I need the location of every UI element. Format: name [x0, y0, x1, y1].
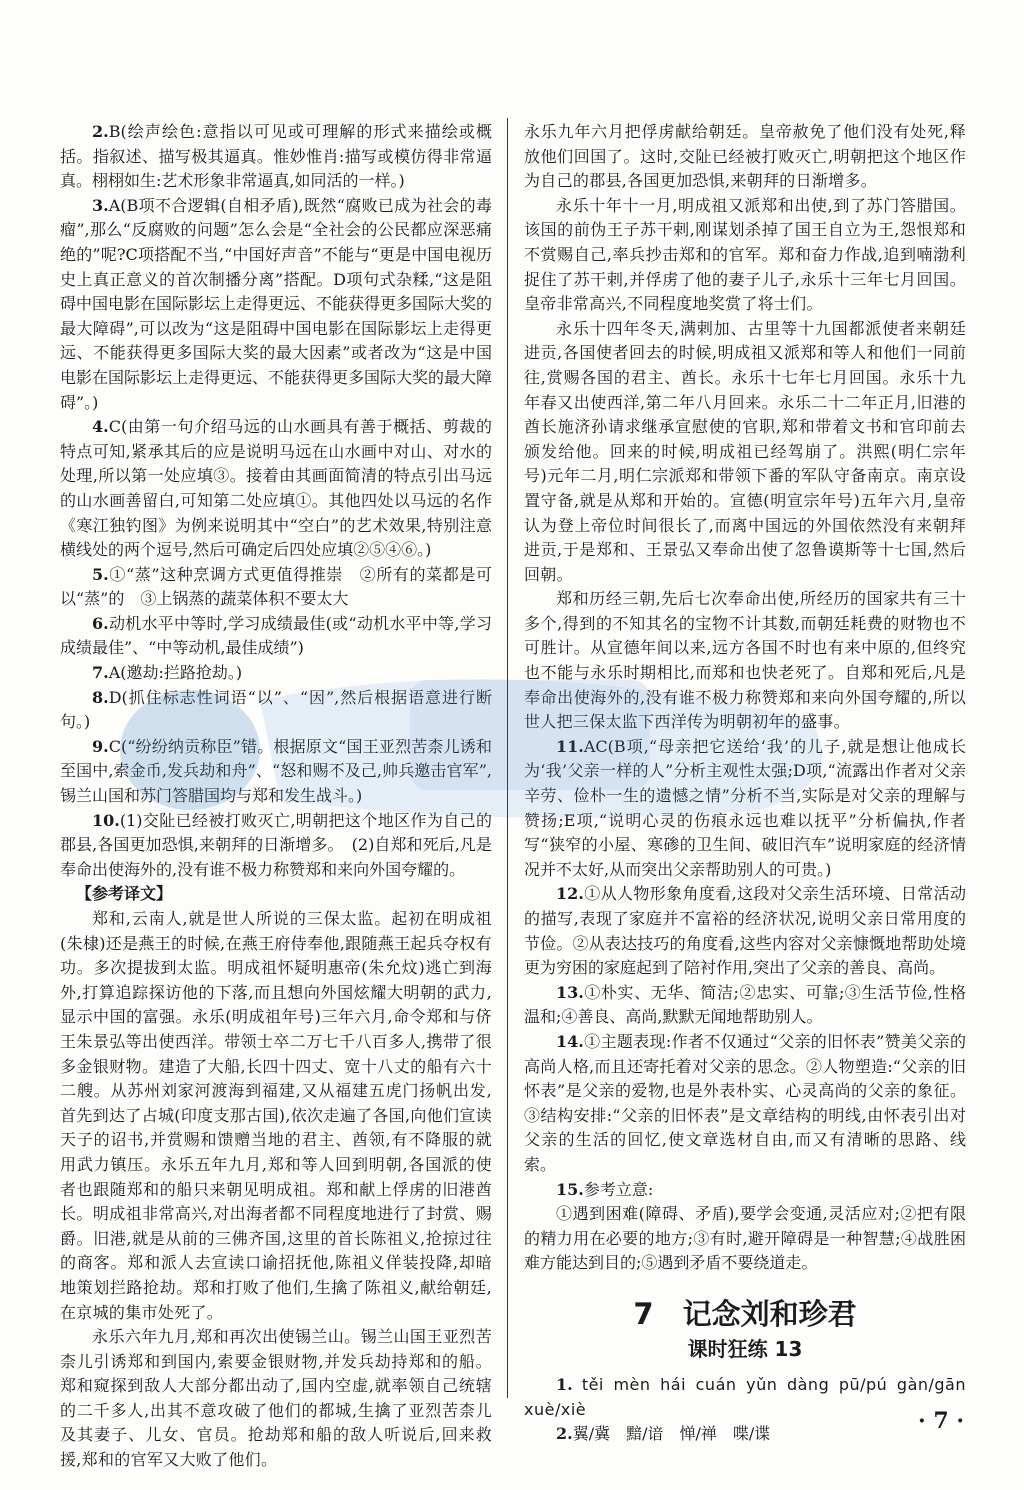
chapter-title: 7 记念刘和珍君	[633, 1296, 857, 1331]
answer-item: 1. těi mèn hái cuán yǔn dàng pū/pú gàn/gān xuè/xiè	[524, 1375, 967, 1419]
answer-item: 14.①主题表现:作者不仅通过“父亲的旧怀表”赞美父亲的高尚人格,而且还寄托着对父亲的思念。②人物塑造:“父亲的旧怀表”是父亲的爱物,也是外表朴实、心灵高尚的父亲的象征。③结构安排:“父亲的旧怀表”是文章结构的明线,由怀表引出对父亲的生活的回忆,使文章选材自由,而又有清晰的思路、线索。	[524, 1031, 966, 1174]
translation-heading: 【参考译文】	[76, 884, 173, 904]
answer-item: 15.参考立意:	[556, 1179, 654, 1199]
answer-text: AC(B项,“母亲把它送给‘我’的儿子,就是想让他成长为‘我’父亲一样的人”分析主观性太强;D项,“流露出作者对父亲辛劳、俭朴一生的遗憾之情”分析不当,实际是对父亲的理解与赞扬;E项,“说明心灵的伤痕永远也难以抚平”分析偏执,作者写“狭窄的小屋、寒碜的卫生间、破旧汽车”说明家庭的经济情况并不太好,从而突出父亲帮助别人的可贵。)	[524, 736, 966, 879]
answer-text: 动机水平中等时,学习成绩最佳(或“动机水平中等,学习成绩最佳”、“中等动机,最佳成绩”)	[60, 613, 492, 658]
column-divider	[507, 118, 508, 1398]
answer-text: D(抓住标志性词语“以”、“因”,然后根据语意进行断句。)	[60, 687, 492, 732]
translation-paragraph: 永乐十年十一月,明成祖又派郑和出使,到了苏门答腊国。该国的前伪王子苏干剌,刚谋划杀掉了国王自立为王,怨恨郑和不赏赐自己,率兵抄击郑和的官军。郑和奋力作战,追到喃渤利捉住了苏干剌,并俘虏了他的妻子儿子,永乐十三年七月回国。皇帝非常高兴,不同程度地奖赏了将士们。	[524, 195, 966, 314]
pinyin-answer: těi mèn hái cuán yǔn dàng pū/pú gàn/gān xuè/xiè	[524, 1375, 967, 1419]
answer-item: 2.翼/冀 黯/谙 惮/禅 喋/谍	[556, 1424, 771, 1444]
answer-item: 8.D(抓住标志性词语“以”、“因”,然后根据语意进行断句。)	[60, 687, 492, 732]
answer-item: 4.C(由第一句介绍马远的山水画具有善于概括、剪裁的特点可知,紧承其后的应是说明马远在山水画中对山、对水的处理,所以第一处应填③。接着由其画面简清的特点引出马远的山水画善留白,可知第二处应填①。其他四处以马远的名作《寒江独钓图》为例来说明其中“空白”的艺术效果,特别注意横线处的两个逗号,然后可确定后四处应填②⑤④⑥。)	[60, 417, 492, 560]
answer-text: C(“纷纷纳贡称臣”错。根据原文“国王亚烈苦柰儿诱和至国中,索金币,发兵劫和舟”、“怒和赐不及己,帅兵邀击官军”,锡兰山国和苏门答腊国均与郑和发生战斗。)	[60, 736, 492, 806]
right-column	[524, 120, 966, 1447]
left-column	[60, 120, 492, 1473]
answer-text: C(由第一句介绍马远的山水画具有善于概括、剪裁的特点可知,紧承其后的应是说明马远在山水画中对山、对水的处理,所以第一处应填③。接着由其画面简清的特点引出马远的山水画善留白,可知第二处应填①。其他四处以马远的名作《寒江独钓图》为例来说明其中“空白”的艺术效果,特别注意横线处的两个逗号,然后可确定后四处应填②⑤④⑥。)	[60, 417, 492, 560]
answer-text: ①朴实、无华、简洁;②忠实、可靠;③生活节俭,性格温和;④善良、高尚,默默无闻地帮助别人。	[524, 982, 966, 1027]
page-number: · 7 ·	[918, 1408, 964, 1434]
translation-paragraph: 永乐十四年冬天,满剌加、古里等十九国都派使者来朝廷进贡,各国使者回去的时候,明成祖又派郑和等人和他们一同前往,赏赐各国的君主、酋长。永乐十七年七月回国。永乐十九年春又出使西洋,第二年八月回来。永乐二十二年正月,旧港的酋长施济孙请求继承宣慰使的官职,郑和带着文书和官印前去颁发给他。回来的时候,明成祖已经驾崩了。洪熙(明仁宗年号)元年二月,明仁宗派郑和带领下番的军队守备南京。南京设置守备,就是从郑和开始的。宣德(明宣宗年号)五年六月,皇帝认为登上帝位时间很长了,而离中国远的外国依然没有来朝拜进贡,于是郑和、王景弘又奉命出使了忽鲁谟斯等十七国,然后回朝。	[524, 318, 966, 584]
answer-item: 13.①朴实、无华、简洁;②忠实、可靠;③生活节俭,性格温和;④善良、高尚,默默无闻地帮助别人。	[524, 982, 966, 1027]
translation-paragraph: 郑和历经三朝,先后七次奉命出使,所经历的国家共有三十多个,得到的不知其名的宝物不计其数,而朝廷耗费的财物也不可胜计。从宣德年间以来,远方各国不时也有来中原的,但终究也不能与永乐时期相比,而郑和也快老死了。自郑和死后,凡是奉命出使海外的,没有谁不极力称赞郑和来向外国夸耀的,所以世人把三保太监下西洋传为明朝初年的盛事。	[524, 589, 966, 732]
answer-text: A(B项不合逻辑(自相矛盾),既然“腐败已成为社会的毒瘤”,那么“反腐败的问题”怎么会是“全社会的公民都应深恶痛绝的”呢?C项搭配不当,“中国好声音”不能与“更是中国电视历史上真正意义的首次制播分离”搭配。D项句式杂糅,“这是阻碍中国电影在国际影坛上走得更远、不能获得更多国际大奖的最大障碍”,可以改为“这是阻碍中国电影在国际影坛上走得更远、不能获得更多国际大奖的最大因素”或者改为“这是中国电影在国际影坛上走得更远、不能获得更多国际大奖的最大障碍”。)	[60, 195, 493, 412]
answer-text: 参考立意:	[583, 1179, 654, 1199]
answer-text: (1)交阯已经被打败灭亡,明朝把这个地区作为自己的郡县,各国更加恐惧,来朝拜的日渐增多。 (2)自郑和死后,凡是奉命出使海外的,没有谁不极力称赞郑和来向外国夸耀的。	[60, 810, 492, 879]
answer-item: 10.(1)交阯已经被打败灭亡,明朝把这个地区作为自己的郡县,各国更加恐惧,来朝拜的日渐增多。 (2)自郑和死后,凡是奉命出使海外的,没有谁不极力称赞郑和来向外国夸耀的。	[60, 810, 492, 879]
character-answer: 翼/冀 黯/谙 惮/禅 喋/谍	[572, 1424, 771, 1444]
answer-text: A(邀劫:拦路抢劫。)	[108, 663, 243, 683]
answer-item: 3.A(B项不合逻辑(自相矛盾),既然“腐败已成为社会的毒瘤”,那么“反腐败的问题”怎么会是“全社会的公民都应深恶痛绝的”呢?C项搭配不当,“中国好声音”不能与“更是中国电视历史上真正意义的首次制播分离”搭配。D项句式杂糅,“这是阻碍中国电影在国际影坛上走得更远、不能获得更多国际大奖的最大障碍”,可以改为“这是阻碍中国电影在国际影坛上走得更远、不能获得更多国际大奖的最大因素”或者改为“这是中国电影在国际影坛上走得更远、不能获得更多国际大奖的最大障碍”。)	[60, 195, 493, 412]
answer-text: B(绘声绘色:意指以可见或可理解的形式来描绘或概括。指叙述、描写极其逼真。惟妙惟肖:描写或模仿得非常逼真。栩栩如生:艺术形象非常逼真,如同活的一样。)	[60, 122, 492, 191]
answer-text: ①从人物形象角度看,这段对父亲生活环境、日常活动的描写,表现了家庭并不富裕的经济状况,说明父亲日常用度的节俭。②从表达技巧的角度看,这些内容对父亲慷慨地帮助处境更为穷困的家庭起到了陪衬作用,突出了父亲的善良、高尚。	[524, 884, 966, 978]
answer-item: 7.A(邀劫:拦路抢劫。)	[92, 663, 243, 683]
answer-item: 6.动机水平中等时,学习成绩最佳(或“动机水平中等,学习成绩最佳”、“中等动机,最佳成绩”)	[60, 613, 492, 658]
answer-item: 5.①“蒸”这种烹调方式更值得推崇 ②所有的菜都是可以“蒸”的 ③上锅蒸的蔬菜体积不要太大	[60, 564, 492, 609]
translation-paragraph: 郑和,云南人,就是世人所说的三保太监。起初在明成祖(朱棣)还是燕王的时候,在燕王府侍奉他,跟随燕王起兵夺权有功。多次提拔到太监。明成祖怀疑明惠帝(朱允炆)逃亡到海外,打算追踪探访他的下落,而且想向外国炫耀大明朝的武力,显示中国的富强。永乐(明成祖年号)三年六月,命令郑和与侪王朱景弘等出使西洋。带领士卒二万七千八百多人,携带了很多金银财物。建造了大船,长四十四丈、宽十八丈的船有六十二艘。从苏州刘家河渡海到福建,又从福建五虎门扬帆出发,首先到达了占城(印度支那古国),依次走遍了各国,向他们宣读天子的诏书,并赏赐和馈赠当地的君主、酋领,有不降服的就用武力镇压。永乐五年九月,郑和等人回到明朝,各国派的使者也跟随郑和的船只来朝见明成祖。郑和献上俘虏的旧港酋长。明成祖非常高兴,对出海者都不同程度地进行了封赏、赐爵。旧港,就是从前的三佛齐国,这里的首长陈祖义,抢掠过往的商客。郑和派人去宣读口谕招抚他,陈祖义佯装投降,却暗地策划拦路抢劫。郑和打败了他们,生擒了陈祖义,献给朝廷,在京城的集市处死了。	[60, 909, 492, 1322]
answer-item-body: ①遇到困难(障碍、矛盾),要学会变通,灵活应对;②把有限的精力用在必要的地方;③有时,避开障碍是一种智慧;④战胜困难方能达到目的;⑤遇到矛盾不要绕道走。	[524, 1204, 966, 1273]
answer-item: 2.B(绘声绘色:意指以可见或可理解的形式来描绘或概括。指叙述、描写极其逼真。惟妙惟肖:描写或模仿得非常逼真。栩栩如生:艺术形象非常逼真,如同活的一样。)	[60, 122, 492, 191]
answer-item: 12.①从人物形象角度看,这段对父亲生活环境、日常活动的描写,表现了家庭并不富裕的经济状况,说明父亲日常用度的节俭。②从表达技巧的角度看,这些内容对父亲慷慨地帮助处境更为穷困的家庭起到了陪衬作用,突出了父亲的善良、高尚。	[524, 884, 966, 978]
translation-paragraph: 永乐六年九月,郑和再次出使锡兰山。锡兰山国王亚烈苦柰儿引诱郑和到国内,索要金银财物,并发兵劫持郑和的船。郑和窥探到敌人大部分都出动了,国内空虚,就率领自己统辖的二千多人,出其不意攻破了他们的都城,生擒了亚烈苦柰儿及其妻子、儿女、官员。抢劫郑和船的敌人听说后,回来救援,郑和的官军又大败了他们。	[60, 1327, 492, 1470]
answer-item: 9.C(“纷纷纳贡称臣”错。根据原文“国王亚烈苦柰儿诱和至国中,索金币,发兵劫和舟”、“怒和赐不及己,帅兵邀击官军”,锡兰山国和苏门答腊国均与郑和发生战斗。)	[60, 736, 492, 806]
section-title: 课时狂练 13	[687, 1336, 803, 1361]
answer-item: 11.AC(B项,“母亲把它送给‘我’的儿子,就是想让他成长为‘我’父亲一样的人”分析主观性太强;D项,“流露出作者对父亲辛劳、俭朴一生的遗憾之情”分析不当,实际是对父亲的理解与赞扬;E项,“说明心灵的伤痕永远也难以抚平”分析偏执,作者写“狭窄的小屋、寒碜的卫生间、破旧汽车”说明家庭的经济情况并不太好,从而突出父亲帮助别人的可贵。)	[524, 736, 966, 879]
translation-paragraph: 永乐九年六月把俘虏献给朝廷。皇帝赦免了他们没有处死,释放他们回国了。这时,交阯已经被打败灭亡,明朝把这个地区作为自己的郡县,各国更加恐惧,来朝拜的日渐增多。	[524, 122, 966, 191]
answer-text: ①“蒸”这种烹调方式更值得推崇 ②所有的菜都是可以“蒸”的 ③上锅蒸的蔬菜体积不要太大	[60, 564, 492, 609]
answer-text: ①主题表现:作者不仅通过“父亲的旧怀表”赞美父亲的高尚人格,而且还寄托着对父亲的思念。②人物塑造:“父亲的旧怀表”是父亲的爱物,也是外表朴实、心灵高尚的父亲的象征。③结构安排:“父亲的旧怀表”是文章结构的明线,由怀表引出对父亲的生活的回忆,使文章选材自由,而又有清晰的思路、线索。	[524, 1031, 966, 1174]
